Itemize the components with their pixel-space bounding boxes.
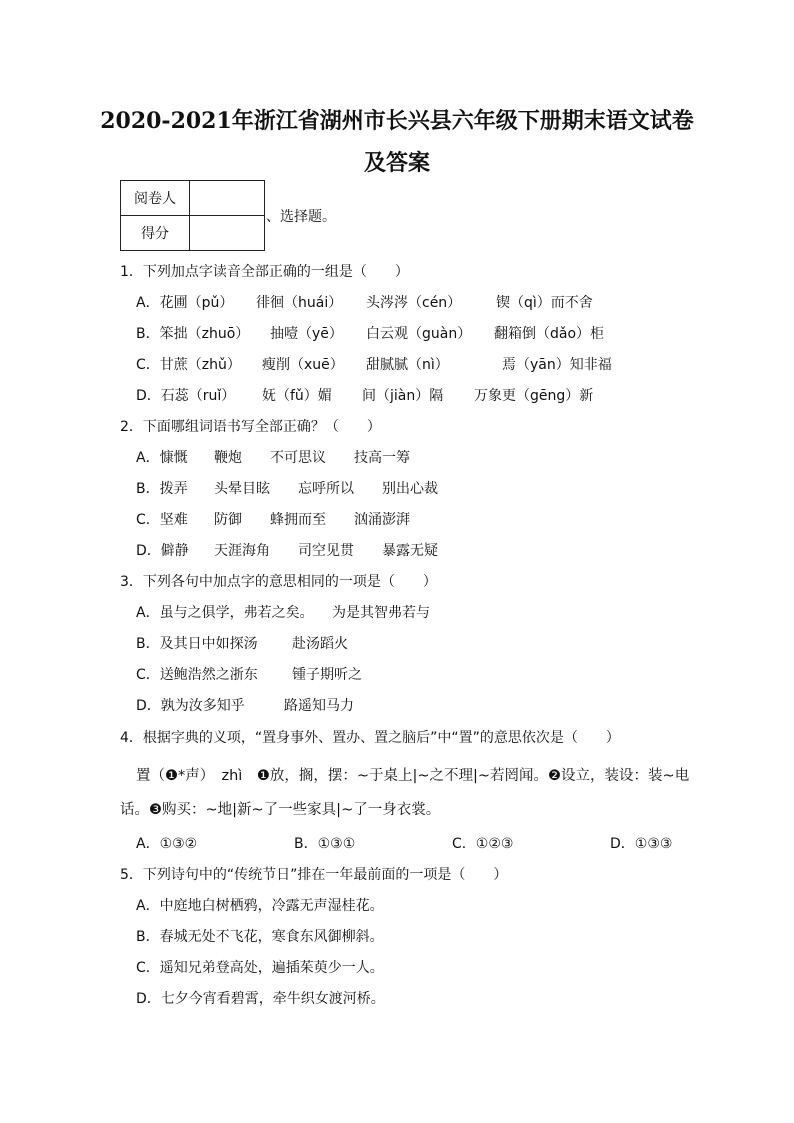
q1-b-4: 翻箱倒（dǎo）柜 [494, 326, 605, 342]
q1-b-2: 抽噎（yē） [270, 326, 343, 342]
reviewer-label: 阅卷人 [121, 181, 190, 216]
page-title-continued: 及答案 [363, 150, 430, 176]
reviewer-blank-cell [190, 181, 265, 216]
q2-d-3: 司空见贯 [298, 543, 354, 559]
q2-option-d [136, 540, 438, 560]
q4-option-d: D．①③③ [610, 836, 673, 852]
q1-option-c [136, 354, 612, 374]
q2-a-3: 不可思议 [270, 450, 326, 466]
page-title: 2020-2021年浙江省湖州市长兴县六年级下册期末语文试卷 [100, 108, 694, 134]
q3-b-2: 赴汤蹈火 [292, 636, 348, 652]
q4-options [136, 833, 672, 853]
q1-c-2: 瘦削（xuē） [262, 357, 344, 373]
q1-b-3: 白云观（guàn） [366, 326, 472, 342]
q2-d-4: 暴露无疑 [382, 543, 438, 559]
q3-option-c [136, 664, 362, 684]
q2-option-c [136, 509, 410, 529]
q2-d-2: 天涯海角 [214, 543, 270, 559]
score-label: 得分 [121, 216, 190, 251]
q2-b-1: B．拨弄 [136, 481, 188, 497]
q4-option-a: A．①③② [136, 836, 198, 852]
q2-c-1: C．坚难 [136, 512, 188, 528]
q3-c-2: 锺子期听之 [292, 667, 362, 683]
q3-d-2: 路遥知马力 [284, 698, 354, 714]
q5-option-b: B．春城无处不飞花，寒食东风御柳斜。 [136, 929, 384, 945]
question-4-stem: 4．根据字典的义项，“置身事外、置办、置之脑后”中“置”的意思依次是（ ） [120, 730, 620, 746]
question-2-stem: 2．下面哪组词语书写全部正确？（ ） [120, 419, 381, 435]
q3-option-a [136, 602, 430, 622]
q2-b-2: 头晕目眩 [214, 481, 270, 497]
q1-option-a [136, 292, 593, 312]
q5-option-d: D．七夕今宵看碧霄，牵牛织女渡河桥。 [136, 991, 385, 1007]
q2-b-4: 别出心裁 [382, 481, 438, 497]
q1-a-2: 徘徊（huái） [256, 295, 343, 311]
q4-option-c: C．①②③ [452, 836, 514, 852]
q2-option-b [136, 478, 438, 498]
q3-a-1: A．虽与之俱学，弗若之矣。 [136, 605, 314, 621]
q5-option-a: A．中庭地白树栖鸦，冷露无声湿桂花。 [136, 898, 384, 914]
q1-b-1: B．笨拙（zhuō） [136, 326, 250, 342]
question-1-stem: 1．下列加点字读音全部正确的一组是（ ） [120, 264, 409, 280]
grader-table [120, 180, 265, 251]
q2-d-1: D．僻静 [136, 543, 189, 559]
q1-a-1: A．花圃（pǔ） [136, 295, 234, 311]
q1-option-d [136, 385, 593, 405]
q1-d-1: D．石蕊（ruǐ） [136, 388, 236, 404]
score-blank-cell [190, 216, 265, 251]
q1-a-3: 头涔涔（cén） [366, 295, 462, 311]
q2-c-3: 蜂拥而至 [270, 512, 326, 528]
section-heading: 、选择题。 [266, 209, 336, 225]
q1-c-3: 甜腻腻（nì） [366, 357, 449, 373]
q1-d-2: 妩（fǔ）媚 [262, 388, 332, 404]
q2-a-1: A．慷慨 [136, 450, 188, 466]
q1-c-4: 焉（yān）知非福 [502, 357, 612, 373]
question-5-stem: 5．下列诗句中的“传统节日”排在一年最前面的一项是（ ） [120, 867, 508, 883]
q1-d-4: 万象更（gēng）新 [474, 388, 594, 404]
q1-option-b [136, 323, 604, 343]
q3-d-1: D．孰为汝多知乎 [136, 698, 245, 714]
dictionary-entry-line-1: 置（❶*声） zhì ❶放，搁，摆：~于桌上|~之不理|~若罔闻。❷设立，装设：装~电 [136, 768, 690, 784]
question-3-stem: 3．下列各句中加点字的意思相同的一项是（ ） [120, 574, 437, 590]
q3-a-2: 为是其智弗若与 [332, 605, 430, 621]
q1-d-3: 间（jiàn）隔 [362, 388, 444, 404]
dictionary-entry-line-2: 话。❸购买：~地|新~了一些家具|~了一身衣裳。 [120, 802, 441, 818]
q4-option-b: B．①③① [294, 836, 356, 852]
q2-a-2: 鞭炮 [214, 450, 242, 466]
q3-c-1: C．送鲍浩然之浙东 [136, 667, 258, 683]
q5-option-c: C．遥知兄弟登高处，遍插茱萸少一人。 [136, 960, 384, 976]
q1-c-1: C．甘蔗（zhǔ） [136, 357, 241, 373]
q2-c-2: 防御 [214, 512, 242, 528]
q2-b-3: 忘呼所以 [298, 481, 354, 497]
q2-c-4: 汹涌澎湃 [354, 512, 410, 528]
q3-option-d [136, 695, 354, 715]
q2-a-4: 技高一筹 [354, 450, 410, 466]
q1-a-4: 锲（qì）而不舍 [496, 295, 593, 311]
q3-b-1: B．及其日中如探汤 [136, 636, 258, 652]
q2-option-a [136, 447, 410, 467]
q3-option-b [136, 633, 348, 653]
